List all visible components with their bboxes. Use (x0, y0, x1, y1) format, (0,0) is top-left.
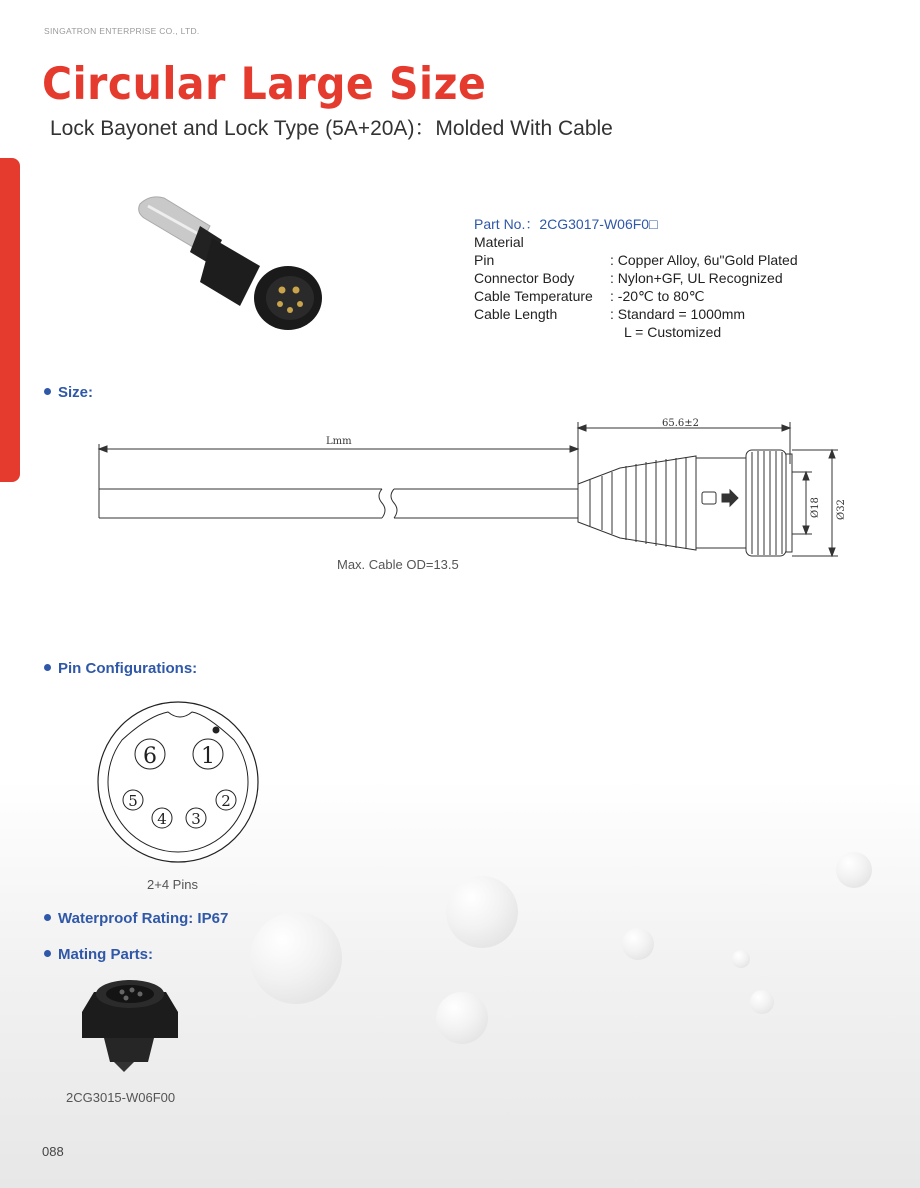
spec-label: Pin (474, 252, 495, 268)
spec-row (474, 323, 798, 341)
decorative-bubble (622, 928, 654, 960)
spec-row (474, 251, 798, 269)
spec-block (474, 215, 798, 341)
spec-value: : Nylon+GF, UL Recognized (610, 270, 783, 286)
spec-value: : Standard = 1000mm (610, 306, 746, 322)
pin-number: 4 (157, 810, 167, 828)
cable-od-caption: Max. Cable OD=13.5 (337, 557, 459, 572)
spec-label: Cable Temperature (474, 288, 593, 304)
page-subtitle: Lock Bayonet and Lock Type (5A+20A)：Molded With Cable (50, 117, 613, 140)
bullet-icon (44, 664, 51, 671)
pin-number: 3 (191, 810, 201, 828)
spec-row (474, 305, 798, 323)
spec-value: : -20℃ to 80℃ (610, 288, 705, 304)
company-name: SINGATRON ENTERPRISE CO., LTD. (44, 26, 200, 36)
custom-length-note: L = Customized (624, 324, 722, 340)
pin-caption: 2+4 Pins (147, 877, 198, 892)
length-label: Lmm (326, 436, 352, 447)
bullet-icon (44, 914, 51, 921)
waterproof-heading: Waterproof Rating: IP67 (44, 910, 228, 927)
side-tab (0, 158, 20, 482)
bullet-icon (44, 950, 51, 957)
spec-label: Cable Length (474, 306, 558, 322)
pin-number: 6 (143, 744, 157, 769)
pin-config-heading: Pin Configurations: (44, 660, 197, 677)
mating-part-caption: 2CG3015-W06F00 (66, 1090, 176, 1105)
pin-diagram (96, 700, 266, 865)
dimension-drawing (90, 414, 850, 564)
decorative-bubble (446, 876, 518, 948)
decorative-bubble (732, 950, 750, 968)
page-title: Circular Large Size (42, 58, 487, 110)
decorative-bubble (836, 852, 872, 888)
decorative-bubble (750, 990, 774, 1014)
pin-number: 1 (201, 744, 215, 769)
spec-row (474, 269, 798, 287)
pin-number: 2 (221, 792, 231, 810)
size-heading: Size: (44, 384, 93, 401)
spec-row (474, 287, 798, 305)
connector-length-label: 65.6±2 (662, 418, 700, 429)
material-label: Material (474, 234, 524, 250)
page-number: 088 (42, 1144, 64, 1159)
spec-label: Connector Body (474, 270, 575, 286)
decorative-bubble (436, 992, 488, 1044)
pin-number: 5 (128, 792, 138, 810)
outer-diameter-label: Ø32 (836, 499, 847, 520)
mating-part-photo (74, 972, 184, 1076)
part-number: Part No.：2CG3017-W06F0□ (474, 216, 658, 232)
decorative-bubble (250, 912, 342, 1004)
product-photo (130, 186, 330, 336)
inner-diameter-label: Ø18 (810, 497, 821, 518)
mating-heading: Mating Parts: (44, 946, 153, 963)
spec-value: : Copper Alloy, 6u"Gold Plated (610, 252, 798, 268)
bullet-icon (44, 388, 51, 395)
